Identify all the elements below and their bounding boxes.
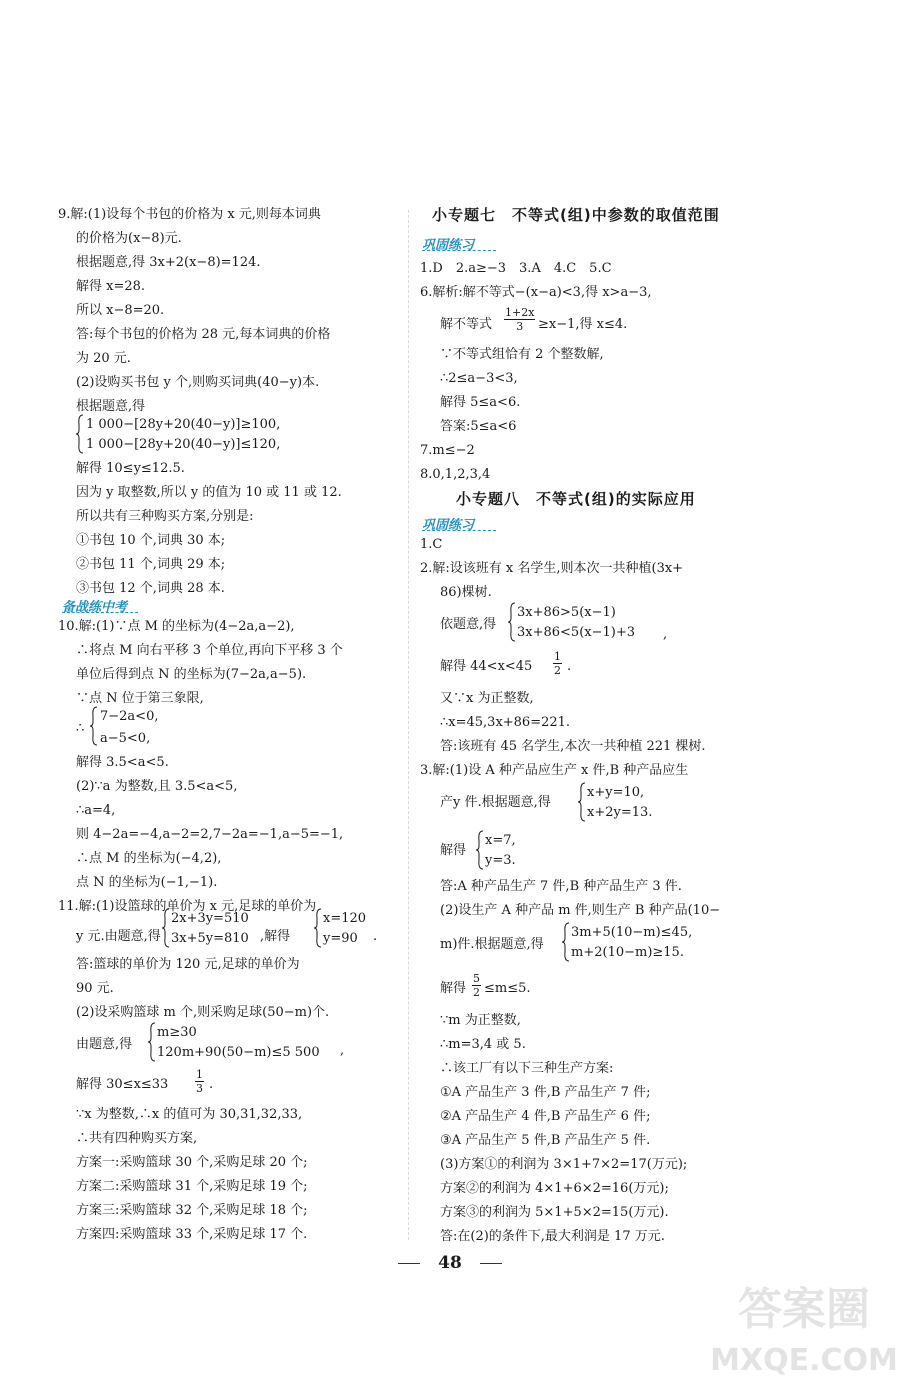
- watermark-logo: [710, 1272, 898, 1382]
- topic8-line: 答:在(2)的条件下,最大利润是 17 万元.: [440, 1229, 665, 1244]
- topic7-line: ∵不等式组恰有 2 个整数解,: [440, 347, 604, 362]
- topic7-line: 6.解析:解不等式−(x−a)<3,得 x>a−3,: [420, 285, 652, 300]
- q9-system-line: 1 000−[28y+20(40−y)]≥100,: [86, 417, 281, 432]
- section-underline: [422, 250, 496, 251]
- topic8-line: ①A 产品生产 3 件,B 产品生产 7 件;: [440, 1085, 651, 1100]
- q9-line: 所以 x−8=20.: [76, 303, 165, 318]
- q11-line: 90 元.: [76, 981, 114, 996]
- topic8-line: (3)方案①的利润为 3×1+7×2=17(万元);: [440, 1157, 688, 1172]
- fraction: [553, 650, 562, 677]
- topic8-line: ②A 产品生产 4 件,B 产品生产 6 件;: [440, 1109, 651, 1124]
- q11-system-line: x=120: [323, 911, 367, 926]
- q11-system-line: m≥30: [157, 1025, 197, 1040]
- topic8-line: 86)棵树.: [440, 585, 492, 600]
- q11-line: ∴共有四种购买方案,: [76, 1131, 198, 1146]
- numerator: 1: [554, 650, 561, 663]
- section-underline: [62, 612, 138, 613]
- q9-line: 解得 x=28.: [76, 279, 146, 294]
- numerator: 1+2x: [505, 306, 535, 319]
- q11-system-line: 2x+3y=510: [171, 911, 249, 926]
- q10-line: 10.解:(1)∵点 M 的坐标为(4−2a,a−2),: [58, 619, 295, 634]
- page-number: 48: [438, 1253, 462, 1273]
- q11-text: .: [373, 929, 378, 944]
- topic8-system-line: x+2y=13.: [587, 805, 653, 820]
- numerator: 1: [196, 1068, 203, 1081]
- topic8-line: 方案②的利润为 4×1+6×2=16(万元);: [440, 1181, 669, 1196]
- q9-system-line: 1 000−[28y+20(40−y)]≤120,: [86, 437, 281, 452]
- topic8-line: ∵m 为正整数,: [440, 1013, 521, 1028]
- topic8-text: 产y 件.根据题意,得: [440, 795, 551, 810]
- q11-line: (2)设采购篮球 m 个,则采购足球(50−m)个.: [76, 1005, 330, 1020]
- topic8-line: ∴该工厂有以下三种生产方案:: [440, 1061, 614, 1076]
- brace-icon: [508, 602, 516, 642]
- brace-icon: [578, 782, 586, 822]
- topic8-text: 依题意,得: [440, 617, 497, 632]
- topic8-system-line: 3m+5(10−m)≤45,: [571, 925, 693, 940]
- q9-line: 根据题意,得 3x+2(x−8)=124.: [76, 255, 261, 270]
- q9-line: ②书包 11 个,词典 29 本;: [76, 557, 226, 572]
- q9-line: 因为 y 取整数,所以 y 的值为 10 或 11 或 12.: [76, 485, 342, 500]
- topic8-text: 解得: [440, 981, 467, 996]
- q11-line: 方案四:采购篮球 33 个,采购足球 17 个.: [76, 1227, 308, 1242]
- q11-text: ,: [340, 1043, 345, 1058]
- topic8-system-line: x=7,: [485, 833, 516, 848]
- q9-line: 解得 10≤y≤12.5.: [76, 461, 185, 476]
- q10-line: ∴a=4,: [76, 803, 116, 818]
- brace-icon: [476, 830, 484, 870]
- denominator: 3: [196, 1082, 203, 1095]
- topic8-line: ③A 产品生产 5 件,B 产品生产 5 件.: [440, 1133, 651, 1148]
- q11-system-line: 120m+90(50−m)≤5 500: [157, 1045, 320, 1060]
- brace-icon: [314, 908, 322, 948]
- topic8-line: 答:A 种产品生产 7 件,B 种产品生产 3 件.: [440, 879, 682, 894]
- brace-icon: [76, 414, 84, 454]
- topic8-line: 方案③的利润为 5×1+5×2=15(万元).: [440, 1205, 669, 1220]
- topic8-line: 1.C: [420, 537, 443, 552]
- topic7-line: 7.m≤−2: [420, 443, 475, 458]
- brace-icon: [90, 706, 98, 746]
- q10-line: ∵点 N 位于第三象限,: [76, 691, 204, 706]
- topic7-line: 1.D 2.a≥−3 3.A 4.C 5.C: [420, 261, 612, 276]
- q11-line: 解得 30≤x≤33: [76, 1077, 169, 1092]
- q10-line: ∴将点 M 向右平移 3 个单位,再向下平移 3 个: [76, 643, 343, 658]
- watermark-top: 答案圈: [738, 1284, 870, 1335]
- topic8-system-line: y=3.: [485, 853, 516, 868]
- fraction: [472, 972, 481, 999]
- q9-line: 9.解:(1)设每个书包的价格为 x 元,则每本词典: [58, 207, 321, 222]
- section-heading-exam-prep: 备战练中考: [62, 600, 128, 615]
- q10-line: 则 4−2a=−4,a−2=2,7−2a=−1,a−5=−1,: [76, 827, 344, 842]
- topic-7-title: 小专题七 不等式(组)中参数的取值范围: [432, 206, 720, 224]
- q10-line: 单位后得到点 N 的坐标为(7−2a,a−5).: [76, 667, 307, 682]
- q11-text: .: [209, 1077, 214, 1092]
- topic7-text: 解不等式: [440, 317, 493, 332]
- q9-line: (2)设购买书包 y 个,则购买词典(40−y)本.: [76, 375, 320, 390]
- q10-line: ∴点 M 的坐标为(−4,2),: [76, 851, 222, 866]
- q11-line: 答:篮球的单价为 120 元,足球的单价为: [76, 957, 300, 972]
- topic8-text: .: [567, 659, 572, 674]
- fraction: [195, 1068, 204, 1095]
- q10-line: 点 N 的坐标为(−1,−1).: [76, 875, 218, 890]
- topic8-line: 3.解:(1)设 A 种产品应生产 x 件,B 种产品应生: [420, 763, 689, 778]
- q11-line: 方案三:采购篮球 32 个,采购足球 18 个;: [76, 1203, 308, 1218]
- topic8-line: (2)设生产 A 种产品 m 件,则生产 B 种产品(10−: [440, 903, 721, 918]
- brace-icon: [562, 922, 570, 962]
- topic8-line: ∴x=45,3x+86=221.: [440, 715, 571, 730]
- topic8-line: 2.解:设该班有 x 名学生,则本次一共种植(3x+: [420, 561, 684, 576]
- topic7-text: ≥x−1,得 x≤4.: [538, 317, 628, 332]
- therefore-symbol: ∴: [76, 721, 85, 736]
- q9-line: 答:每个书包的价格为 28 元,每本词典的价格: [76, 327, 331, 342]
- q9-line: 的价格为(x−8)元.: [76, 231, 182, 246]
- topic8-system-line: 3x+86>5(x−1): [517, 605, 616, 620]
- q9-line: 所以共有三种购买方案,分别是:: [76, 509, 254, 524]
- topic7-line: 8.0,1,2,3,4: [420, 467, 491, 482]
- section-heading-practice: 巩固练习: [422, 518, 475, 533]
- topic8-line: 答:该班有 45 名学生,本次一共种植 221 棵树.: [440, 739, 706, 754]
- topic8-system-line: 3x+86<5(x−1)+3: [517, 625, 636, 640]
- q11-system-line: 3x+5y=810: [171, 931, 249, 946]
- q11-line: y 元.由题意,得: [76, 929, 161, 944]
- topic8-line: 解得 44<x<45: [440, 659, 533, 674]
- section-heading-practice: 巩固练习: [422, 238, 475, 253]
- q10-system-line: 7−2a<0,: [100, 709, 159, 724]
- brace-icon: [148, 1022, 156, 1062]
- topic8-line: 又∵x 为正整数,: [440, 691, 534, 706]
- q10-system-line: a−5<0,: [100, 731, 151, 746]
- topic7-line: 解得 5≤a<6.: [440, 395, 521, 410]
- brace-icon: [162, 908, 170, 948]
- q11-line: 由题意,得: [76, 1037, 133, 1052]
- denominator: 2: [473, 986, 480, 999]
- q9-line: ①书包 10 个,词典 30 本;: [76, 533, 226, 548]
- q10-line: 解得 3.5<a<5.: [76, 755, 169, 770]
- q9-line: ③书包 12 个,词典 28 本.: [76, 581, 225, 596]
- topic8-text: ≤m≤5.: [484, 981, 531, 996]
- denominator: 3: [516, 320, 524, 333]
- q11-system-line: y=90: [323, 931, 358, 946]
- section-underline: [422, 530, 496, 531]
- watermark-bottom: MXQE.COM: [710, 1343, 898, 1378]
- topic8-system-line: x+y=10,: [587, 785, 645, 800]
- denominator: 2: [554, 664, 561, 677]
- topic8-text: ,: [663, 627, 668, 642]
- fraction: [504, 306, 535, 333]
- column-divider: [408, 210, 409, 1240]
- q11-text: ,解得: [260, 929, 291, 944]
- q11-line: 11.解:(1)设篮球的单价为 x 元,足球的单价为: [58, 899, 317, 914]
- topic8-line: ∴m=3,4 或 5.: [440, 1037, 526, 1052]
- q10-line: (2)∵a 为整数,且 3.5<a<5,: [76, 779, 238, 794]
- topic8-text: 解得: [440, 843, 467, 858]
- q9-line: 为 20 元.: [76, 351, 131, 366]
- topic7-line: ∴2≤a−3<3,: [440, 371, 518, 386]
- q11-line: 方案二:采购篮球 31 个,采购足球 19 个;: [76, 1179, 308, 1194]
- topic8-system-line: m+2(10−m)≥15.: [571, 945, 684, 960]
- topic8-text: m)件.根据题意,得: [440, 937, 544, 952]
- q9-line: 根据题意,得: [76, 399, 146, 414]
- topic7-line: 答案:5≤a<6: [440, 419, 517, 434]
- q11-line: ∵x 为整数,∴x 的值可为 30,31,32,33,: [76, 1107, 303, 1122]
- topic-8-title: 小专题八 不等式(组)的实际应用: [456, 490, 696, 508]
- numerator: 5: [473, 972, 480, 985]
- q11-line: 方案一:采购篮球 30 个,采购足球 20 个;: [76, 1155, 308, 1170]
- page-number-rule: [480, 1263, 502, 1264]
